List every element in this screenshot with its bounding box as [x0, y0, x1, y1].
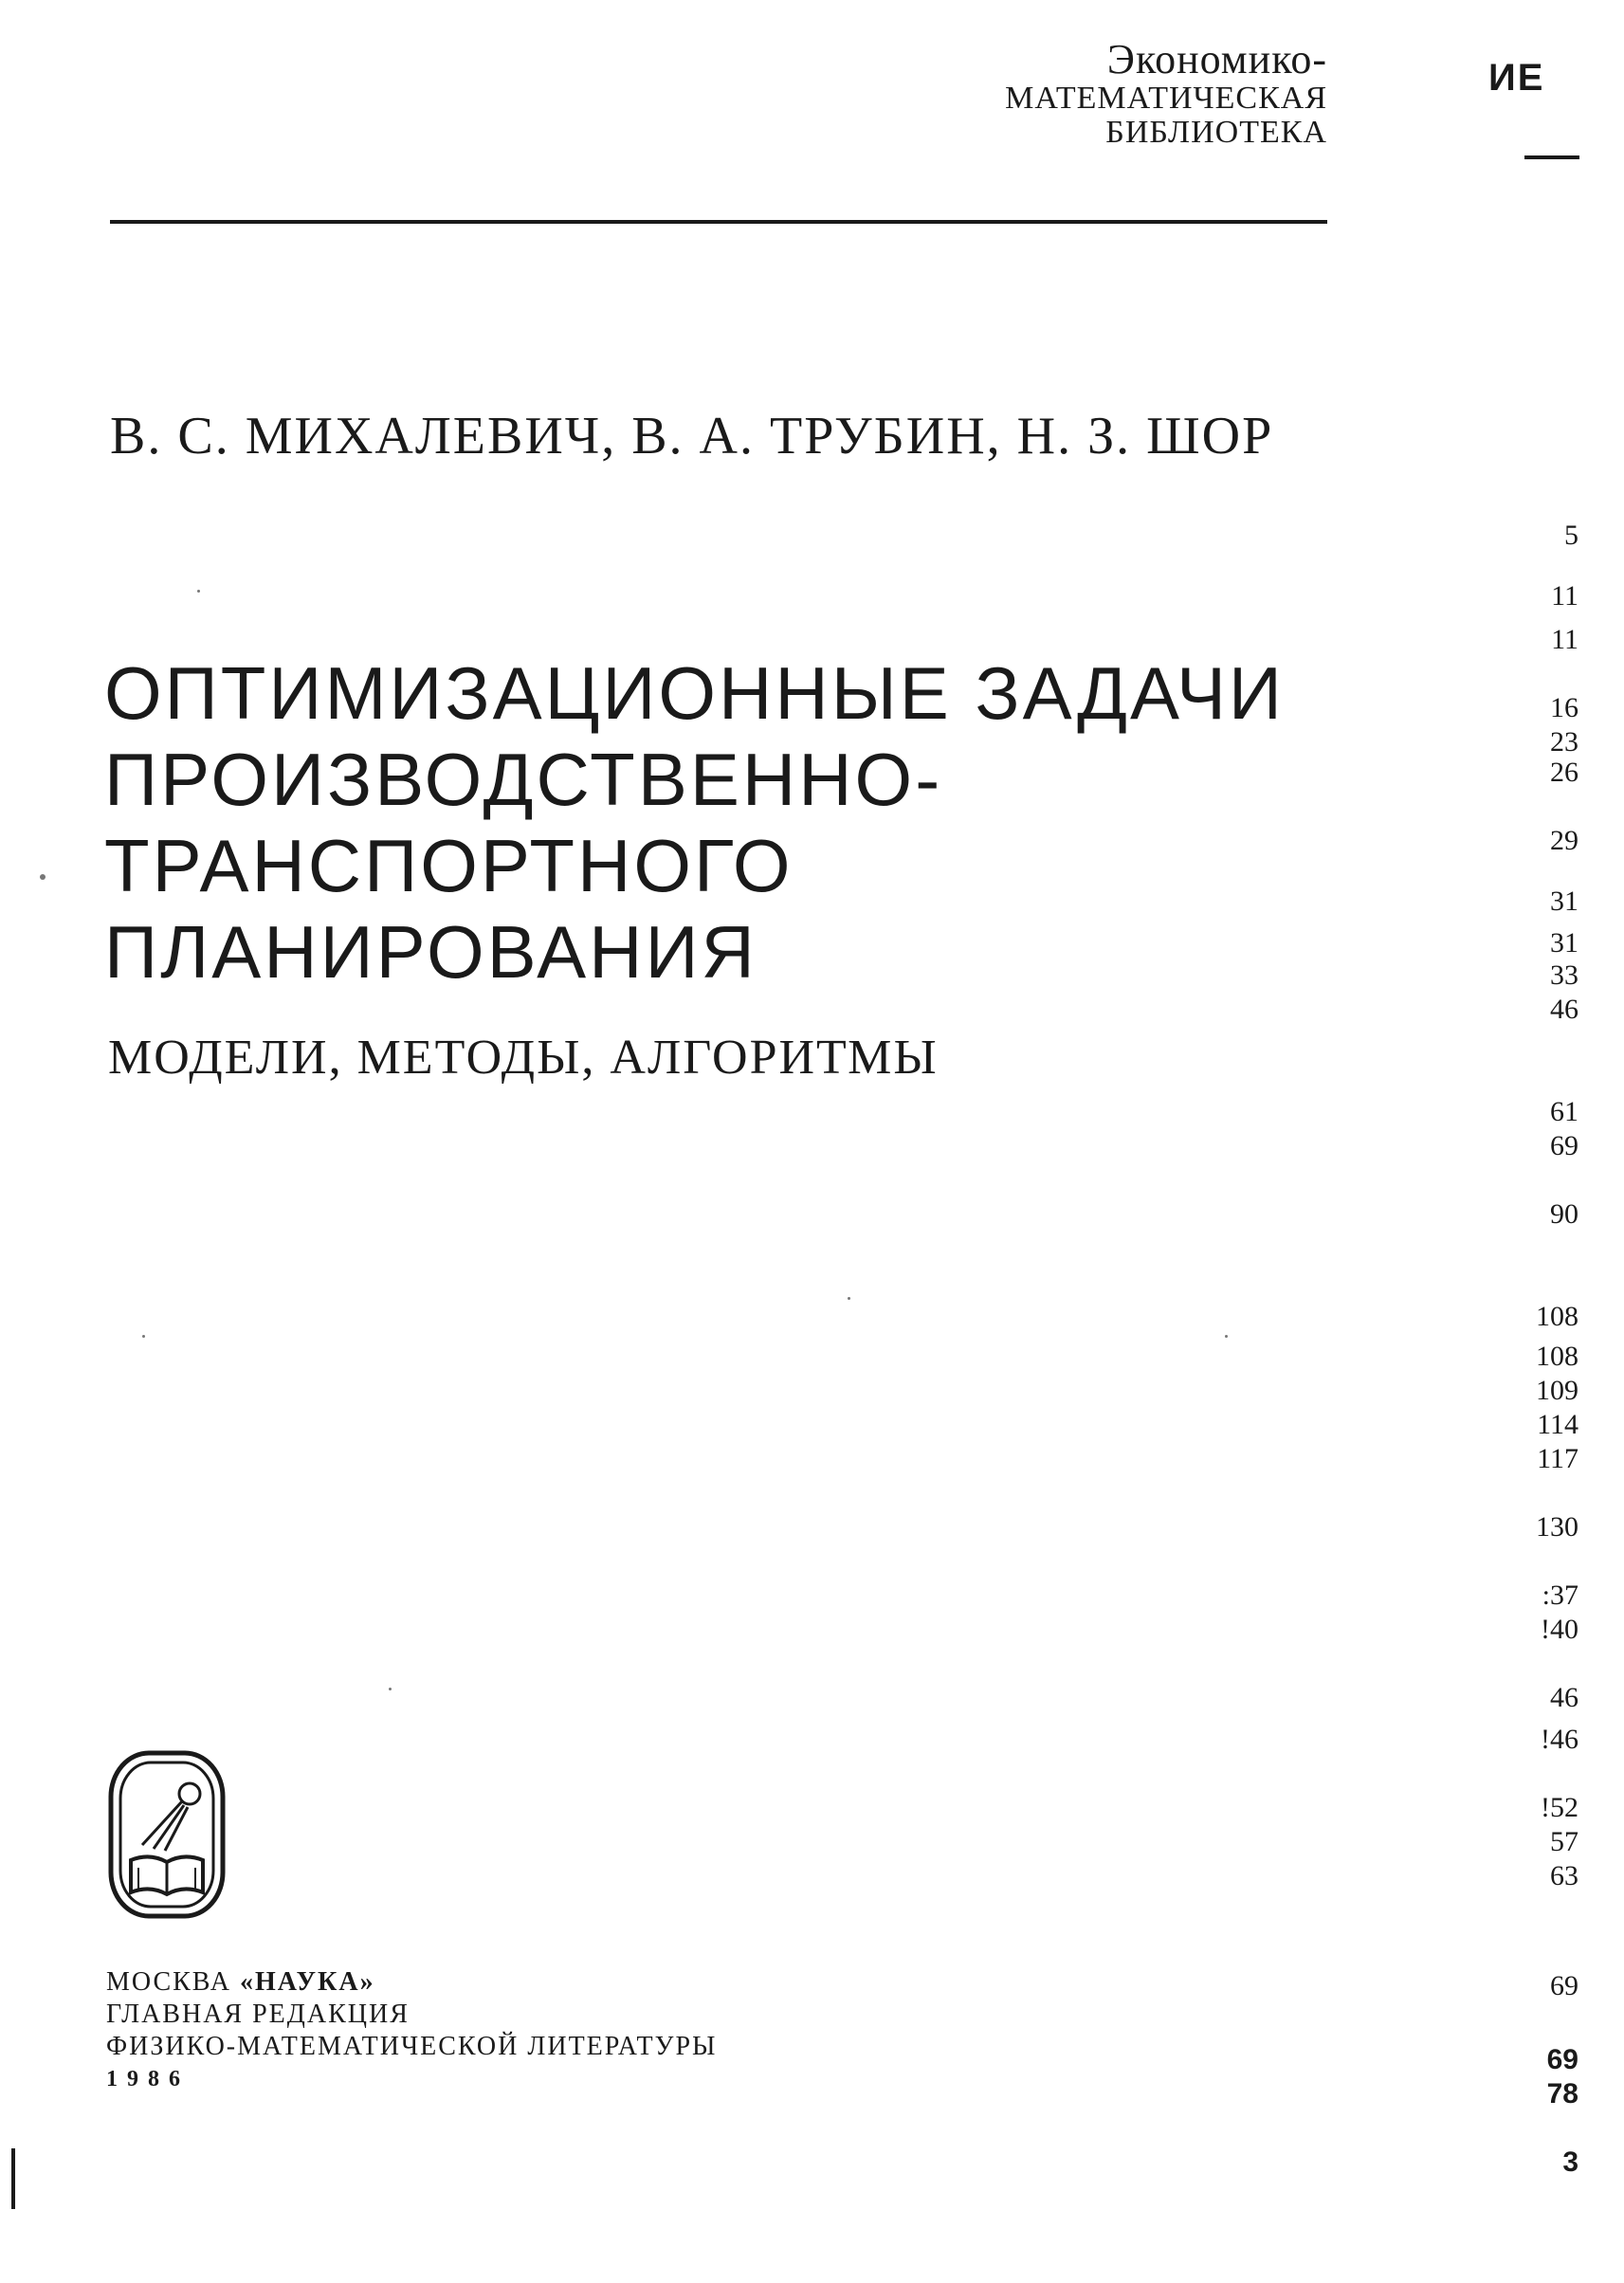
page-number: 69: [1546, 2044, 1578, 2075]
page-number: 117: [1537, 1443, 1578, 1474]
title-line-1: ОПТИМИЗАЦИОННЫЕ ЗАДАЧИ: [104, 651, 1285, 735]
title-line-3: ТРАНСПОРТНОГО: [104, 824, 794, 907]
page-number: 33: [1550, 959, 1578, 991]
scan-speck: [389, 1688, 392, 1690]
series-line-3: БИБЛИОТЕКА: [1105, 114, 1327, 150]
page-number: 61: [1550, 1096, 1578, 1127]
title-line-2: ПРОИЗВОДСТВЕННО-: [104, 738, 943, 821]
series-line-1: Экономико-: [1106, 36, 1327, 82]
page-number: 69: [1550, 1970, 1578, 2001]
series-line-2: МАТЕМАТИЧЕСКАЯ: [1005, 81, 1327, 117]
authors: В. С. МИХАЛЕВИЧ, В. А. ТРУБИН, Н. З. ШОР: [110, 407, 1274, 466]
book-title: [104, 650, 1285, 995]
page-number: 31: [1550, 886, 1578, 917]
page-number: 108: [1536, 1301, 1578, 1332]
page-number: 46: [1550, 994, 1578, 1025]
page-number: 109: [1536, 1375, 1578, 1406]
page-number: !40: [1541, 1614, 1578, 1645]
title-line-4: ПЛАНИРОВАНИЯ: [104, 910, 757, 994]
scan-speck: [40, 874, 46, 880]
book-subtitle: МОДЕЛИ, МЕТОДЫ, АЛГОРИТМЫ: [108, 1031, 939, 1085]
page-number: 90: [1550, 1198, 1578, 1230]
scan-speck: [142, 1335, 145, 1338]
header-rule: [110, 220, 1327, 224]
sputnik-book-emblem-icon: [108, 1750, 226, 1919]
page-number: 57: [1550, 1826, 1578, 1857]
page-number: 29: [1550, 825, 1578, 856]
page-number: 78: [1546, 2078, 1578, 2109]
page-number: :37: [1542, 1580, 1578, 1611]
page-number: 31: [1550, 927, 1578, 959]
page-number: 11: [1551, 580, 1578, 612]
page-number: 69: [1550, 1130, 1578, 1161]
margin-dash: [1524, 155, 1579, 159]
imprint-line-3: ФИЗИКО-МАТЕМАТИЧЕСКОЙ ЛИТЕРАТУРЫ: [106, 2032, 718, 2061]
imprint: [106, 1966, 717, 2095]
page-number: 46: [1550, 1682, 1578, 1713]
page-number: 108: [1536, 1341, 1578, 1372]
scan-speck: [848, 1297, 850, 1300]
page-number: 16: [1550, 692, 1578, 723]
imprint-publisher: «НАУКА»: [239, 1967, 375, 1997]
scan-edge-mark: [11, 2148, 15, 2209]
imprint-line-1: [106, 1966, 717, 1999]
page-number: 26: [1550, 757, 1578, 788]
page-number: 114: [1537, 1409, 1578, 1440]
page-number: 23: [1550, 726, 1578, 758]
page-number: 130: [1536, 1511, 1578, 1543]
imprint-city: МОСКВА: [106, 1967, 231, 1997]
page-number: !52: [1541, 1792, 1578, 1823]
page-number: 11: [1551, 624, 1578, 655]
page-number: 5: [1564, 520, 1578, 551]
imprint-line-2: ГЛАВНАЯ РЕДАКЦИЯ: [106, 2000, 410, 2029]
page-number: 63: [1550, 1860, 1578, 1891]
margin-heading: ИЕ: [1488, 57, 1545, 99]
series-header: [929, 38, 1327, 150]
page-number: !46: [1541, 1724, 1578, 1755]
scan-speck: [1225, 1335, 1228, 1338]
page-number: 3: [1562, 2146, 1578, 2178]
imprint-year: 1986: [106, 2067, 190, 2091]
scan-speck: [197, 590, 200, 593]
